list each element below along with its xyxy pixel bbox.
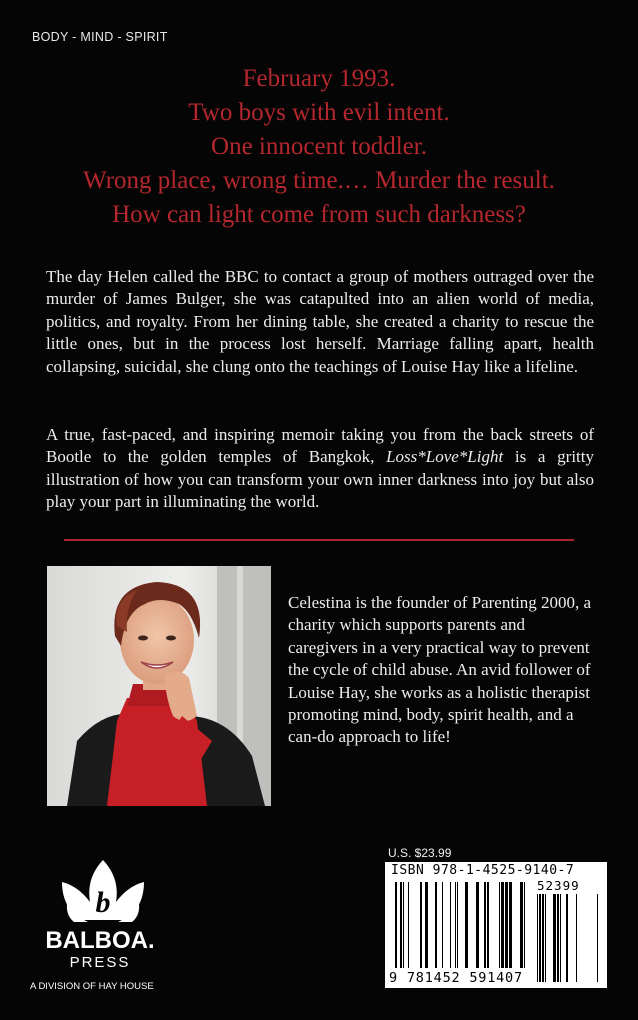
synopsis-text-before-title: A true, fast-paced, and inspiring memoir taking you from the back streets of Bootle to the golden temples of Bangkok, bbox=[46, 425, 594, 467]
publisher-division: A DIVISION OF HAY HOUSE bbox=[30, 981, 154, 992]
headline-line-4: Wrong place, wrong time.… Murder the result. bbox=[83, 167, 555, 194]
synopsis-paragraph-2 bbox=[46, 424, 594, 514]
publisher-name: BALBOA. bbox=[45, 927, 155, 954]
publisher-sub: PRESS bbox=[69, 954, 131, 971]
divider-line bbox=[64, 539, 574, 541]
price-label: U.S. $23.99 bbox=[388, 846, 452, 860]
synopsis-text-after-title: is a gritty illustration of how you can transform your own inner darkness into joy but also play your part in illuminating the world. bbox=[46, 447, 594, 512]
synopsis-paragraph-1: The day Helen called the BBC to contact a group of mothers outraged over the murder of James Bulger, she was catapulted into an alien world of media, politics, and royalty. From her dining table, she created a charity to rescue the little ones, but in the process lost herself. Marriage falling apart, health collapsing, suicidal, she clung onto the teachings of Louise Hay like a lifeline. bbox=[46, 267, 594, 376]
barcode bbox=[385, 862, 607, 988]
isbn-text: ISBN 978-1-4525-9140-7 bbox=[391, 863, 575, 878]
headline-line-2: Two boys with evil intent. bbox=[188, 99, 450, 126]
logo-letter: b bbox=[95, 886, 111, 919]
author-photo bbox=[47, 566, 271, 806]
barcode-addon-number: 52399 bbox=[537, 878, 580, 893]
book-title: Loss*Love*Light bbox=[386, 447, 504, 467]
barcode-digits: 9 781452 591407 bbox=[389, 970, 523, 986]
headline-line-5: How can light come from such darkness? bbox=[112, 201, 526, 228]
genre-label: BODY - MIND - SPIRIT bbox=[32, 30, 168, 44]
headline bbox=[20, 62, 618, 232]
headline-line-1: February 1993. bbox=[242, 65, 396, 92]
headline-line-3: One innocent toddler. bbox=[211, 133, 427, 160]
publisher-logo bbox=[28, 858, 178, 998]
author-bio: Celestina is the founder of Parenting 2000, a charity which supports parents and caregivers in a very practical way to prevent the cycle of child abuse. An avid follower of Louise Hay, she works as a holistic therapist promoting mind, body, spirit health, and a can-do approach to life! bbox=[288, 593, 592, 747]
